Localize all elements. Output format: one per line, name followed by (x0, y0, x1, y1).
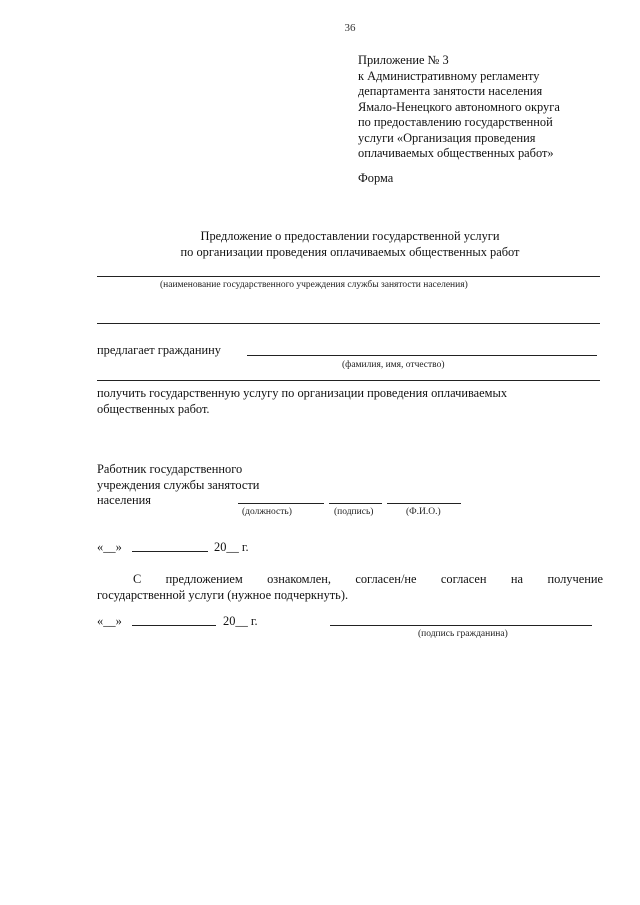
date-month-line[interactable] (132, 551, 208, 552)
caption-name: (Ф.И.О.) (406, 507, 441, 517)
appendix-line: оплачиваемых общественных работ» (358, 146, 554, 160)
signature-line[interactable] (329, 503, 382, 504)
offer-body (97, 385, 605, 417)
ack-line-1: С предложением ознакомлен, согласен/не согласен на получение (133, 572, 603, 586)
appendix-line: к Административному регламенту (358, 68, 540, 83)
caption-signature: (подпись) (334, 507, 374, 517)
offer-prefix: предлагает гражданину (97, 343, 221, 357)
date2-month-line[interactable] (132, 625, 216, 626)
document-title (0, 228, 640, 260)
citizen-name-line[interactable] (247, 355, 597, 356)
acknowledgement (97, 571, 603, 603)
position-line[interactable] (238, 503, 324, 504)
citizen-signature-line[interactable] (330, 625, 592, 626)
body-line-1: получить государственную услугу по организации проведения оплачиваемых (97, 386, 508, 400)
appendix-header (358, 53, 628, 162)
worker-line: населения (97, 493, 151, 507)
date-day: «__» (97, 540, 122, 554)
ack-line-2: государственной услуги (нужное подчеркнуть). (97, 588, 349, 602)
worker-line: учреждения службы занятости (97, 477, 260, 492)
appendix-line: департамента занятости населения (358, 84, 543, 98)
institution-caption: (наименование государственного учреждения службы занятости населения) (160, 280, 468, 290)
citizen-signature-caption: (подпись гражданина) (418, 629, 508, 639)
page-number: 36 (344, 22, 356, 34)
appendix-line: Ямало-Ненецкого автономного округа (358, 99, 560, 114)
citizen-extra-line[interactable] (97, 380, 600, 381)
caption-position: (должность) (242, 507, 292, 517)
date2-day: «__» (97, 614, 122, 628)
worker-line: Работник государственного (97, 462, 243, 476)
form-label: Форма (358, 171, 394, 185)
title-line-2: по организации проведения оплачиваемых общественных работ (180, 245, 520, 259)
body-line-2: общественных работ. (97, 402, 210, 416)
worker-name-line[interactable] (387, 503, 461, 504)
appendix-line: по предоставлению государственной (358, 115, 553, 129)
worker-block (97, 462, 259, 509)
date-year: 20__ г. (214, 540, 249, 554)
appendix-line: Приложение № 3 (358, 53, 449, 67)
citizen-name-caption: (фамилия, имя, отчество) (342, 360, 445, 370)
institution-name-line[interactable] (97, 276, 600, 277)
title-line-1: Предложение о предоставлении государственной услуги (200, 229, 500, 243)
date2-year: 20__ г. (223, 614, 258, 628)
institution-extra-line[interactable] (97, 323, 600, 324)
appendix-line: услуги «Организация проведения (358, 130, 536, 145)
